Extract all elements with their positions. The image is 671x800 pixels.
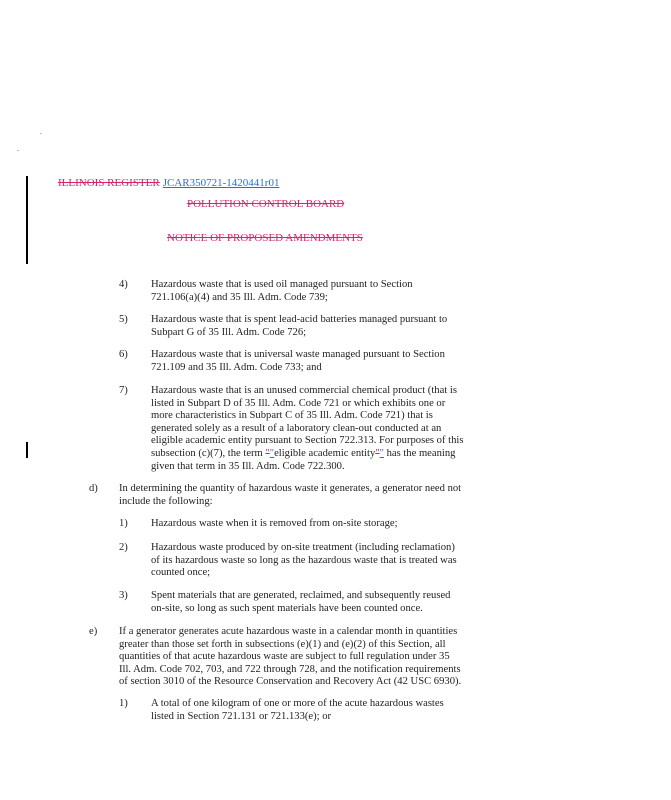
item-text: A total of one kilogram of one or more of the acute hazardous wastes listed in Section 721.131 or 721.133(e); or (151, 698, 444, 722)
subsection-letter: d) (89, 483, 98, 494)
change-bar (26, 442, 28, 458)
item-text-part: has the meaning given that term in 35 Ill. Adm. Code 722.300. (151, 447, 456, 472)
item-number: 2) (119, 542, 128, 553)
item-number: 4) (119, 279, 128, 290)
register-deleted-text: ILLINOIS REGISTER (58, 177, 160, 189)
inserted-quote: " (269, 447, 275, 459)
item-text: Spent materials that are generated, reclaimed, and subsequently reused on-site, so long as such spent materials have been counted once. (151, 590, 451, 614)
scan-speck (40, 133, 42, 134)
board-header: POLLUTION CONTROL BOARD (187, 198, 345, 210)
scan-speck (17, 150, 19, 151)
defined-term: eligible academic entity (274, 447, 376, 459)
item-text: Hazardous waste that is universal waste managed pursuant to Section 721.109 and 35 Ill. Adm. Code 733; and (151, 349, 445, 373)
register-inserted-text: JCAR350721-1420441r01 (162, 177, 280, 189)
item-number: 1) (119, 698, 128, 709)
item-number: 3) (119, 590, 128, 601)
item-text-part: Hazardous waste that is an unused commercial chemical product (that is listed in Subpart D of 35 Ill. Adm. Code 721 or which exhibits one or more characteristics in Subpart C of 35 Ill. Adm. Code 721) that is generated solely as a result of a laboratory clean-out conducted at an eligible academic entity pursuant to Section 722.313. For purposes of this subsection (c)(7), the term (151, 385, 464, 459)
item-number: 6) (119, 349, 128, 360)
item-text (151, 385, 466, 473)
subsection-text: If a generator generates acute hazardous waste in a calendar month in quantities greater than those set forth in subsections (e)(1) and (e)(2) of this Section, all quantities of that acute hazardous waste are subject to full regulation under 35 Ill. Adm. Code 702, 703, and 722 through 728, and the notification requirements of section 3010 of the Resource Conservation and Recovery Act (42 USC 6930). (119, 626, 462, 688)
notice-header: NOTICE OF PROPOSED AMENDMENTS (167, 232, 363, 244)
deleted-quote: " (265, 447, 270, 459)
item-number: 1) (119, 518, 128, 529)
deleted-quote: " (375, 447, 380, 459)
item-number: 7) (119, 385, 128, 396)
subsection-text: In determining the quantity of hazardous waste it generates, a generator need not include the following: (119, 483, 462, 507)
change-bar (26, 176, 28, 264)
item-text: Hazardous waste produced by on-site treatment (including reclamation) of its hazardous waste so long as the hazardous waste that is treated was counted once; (151, 542, 457, 579)
item-text: Hazardous waste that is spent lead-acid batteries managed pursuant to Subpart G of 35 Ill. Adm. Code 726; (151, 314, 448, 338)
subsection-letter: e) (89, 626, 98, 637)
item-text: Hazardous waste when it is removed from on-site storage; (151, 518, 398, 529)
item-number: 5) (119, 314, 128, 325)
register-header (58, 177, 279, 189)
item-text: Hazardous waste that is used oil managed pursuant to Section 721.106(a)(4) and 35 Ill. Adm. Code 739; (151, 279, 413, 303)
inserted-quote: " (379, 447, 384, 459)
